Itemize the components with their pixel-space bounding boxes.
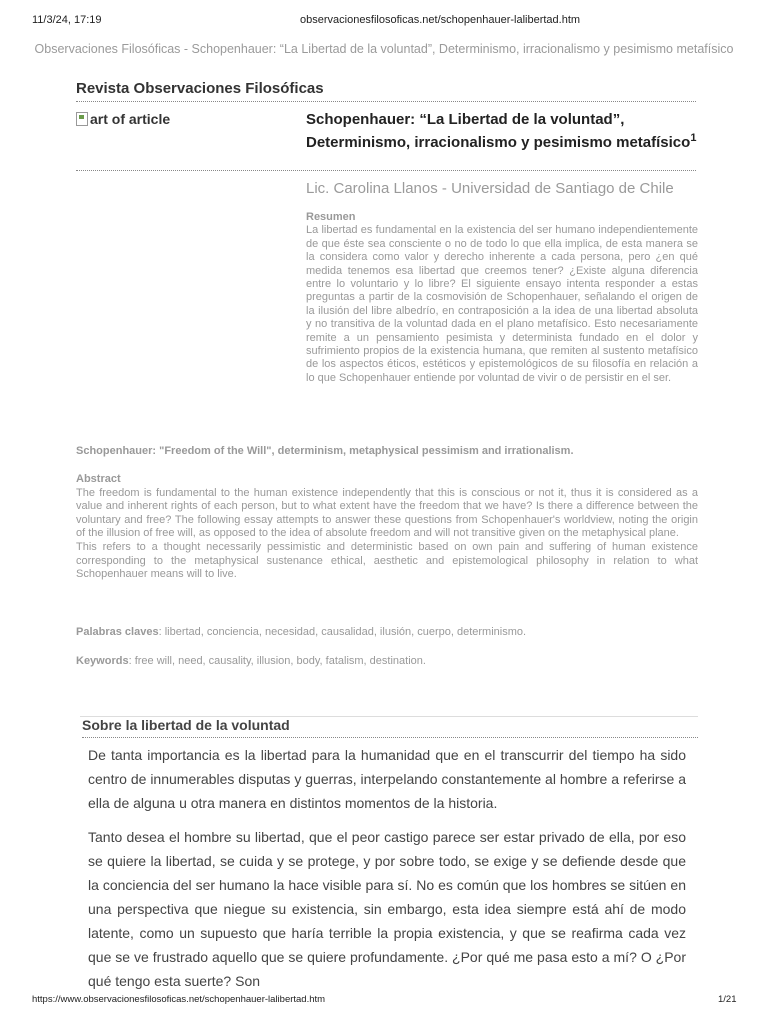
keywords-label: Keywords: [76, 655, 129, 667]
resumen-text: La libertad es fundamental en la existencia del ser humano independientemente de que éste sea consciente o no de todo lo que ella implica, de esta manera se la considera como valor y derecho inherente a cada persona, pero ¿en qué medida tenemos esa libertad que creemos tener? ¿Existe alguna diferencia entre lo voluntario y lo libre? El siguiente ensayo intenta responder a estas preguntas a partir de la cosmovisión de Schopenhauer, señalando el origen de la ilusión del libre albedrío, en contraposición a la idea de una libertad absoluta y no transitiva de la voluntad dada en el plano metafísico. Esto necesariamente remite a un pensamiento pesimista y determinista fundado en el dolor y sufrimiento propios de la existencia humana, que remiten al sustento metafísico de los aspectos éticos, estéticos y epistemológicos de su filosofía en relación a lo que Schopenhauer entiende por voluntad de vivir o de persistir en el ser.: [306, 224, 698, 384]
article-image-alt: art of article: [90, 111, 171, 127]
english-title: Schopenhauer: "Freedom of the Will", determinism, metaphysical pessimism and irrationalism.: [76, 445, 574, 457]
print-datetime: 11/3/24, 17:19: [32, 14, 102, 26]
palabras-text: : libertad, conciencia, necesidad, causalidad, ilusión, cuerpo, determinismo.: [158, 626, 527, 638]
body-paragraph: Tanto desea el hombre su libertad, que el peor castigo parece ser estar privado de ella, por eso se quiere la libertad, se cuida y se protege, y por sobre todo, se exige y se defiende desde que la conciencia del ser humano la hace visible para sí. No es común que los hombres se sitúen en una perspectiva que niegue su existencia, sin embargo, esta idea siempre está ahí de modo latente, como un supuesto que haría terrible la propia existencia, y que se reafirma cada vez que se ve frustrado aquello que se quiere profundamente. ¿Por qué me pasa esto a mí? O ¿Por qué tengo esta suerte? Son: [88, 829, 686, 989]
abstract: [76, 473, 698, 582]
resumen: [306, 211, 698, 385]
divider: [76, 170, 696, 171]
section-body: [88, 743, 686, 1003]
article-title-block: [306, 110, 698, 152]
body-paragraph: De tanta importancia es la libertad para la humanidad que en el transcurrir del tiempo ha sido centro de innumerables disputas y guerras, interpelando constantemente al hombre a referirse a ella de alguna u otra manera en distintos momentos de la historia.: [88, 747, 686, 811]
keywords: [76, 655, 426, 667]
article-title: Schopenhauer: “La Libertad de la voluntad”, Determinismo, irracionalismo y pesimismo metafísico: [306, 111, 691, 151]
abstract-label: Abstract: [76, 473, 121, 485]
palabras-label: Palabras claves: [76, 626, 159, 638]
broken-image-icon: [76, 112, 88, 126]
journal-name[interactable]: Revista Observaciones Filosóficas: [76, 80, 696, 102]
palabras-claves: [76, 626, 526, 638]
section-heading: Sobre la libertad de la voluntad: [82, 717, 698, 738]
abstract-paragraph: The freedom is fundamental to the human existence independently that this is conscious or not it, thus it is considered as a value and inherent rights of each person, but to what extent have the freedom that we have? Is there a difference between the voluntary and free? The following essay attempts to answer these questions from Schopenhauer's worldview, noting the origin of the illusion of free will, as opposed to the idea of absolute freedom and will not transitive given on the metaphysical plane.: [76, 486, 698, 540]
abstract-paragraph: This refers to a thought necessarily pessimistic and deterministic based on own pain and suffering of human existence corresponding to the metaphysical sustenance ethical, aesthetic and epistemological philosophy in relation to what Schopenhauer means will to live.: [76, 540, 698, 581]
author-line: Lic. Carolina Llanos - Universidad de Santiago de Chile: [306, 180, 674, 197]
page-number: 1/21: [718, 994, 737, 1005]
footer-url: https://www.observacionesfilosoficas.net/schopenhauer-lalibertad.htm: [32, 994, 326, 1005]
resumen-label: Resumen: [306, 211, 356, 223]
article-image: [76, 111, 170, 127]
site-title: Observaciones Filosóficas - Schopenhauer: “La Libertad de la voluntad”, Determinismo, irracionalismo y pesimismo metafísico: [34, 42, 734, 56]
footnote-ref[interactable]: 1: [690, 132, 697, 144]
print-url: observacionesfilosoficas.net/schopenhauer-lalibertad.htm: [300, 14, 581, 26]
keywords-text: : free will, need, causality, illusion, body, fatalism, destination.: [128, 655, 426, 667]
